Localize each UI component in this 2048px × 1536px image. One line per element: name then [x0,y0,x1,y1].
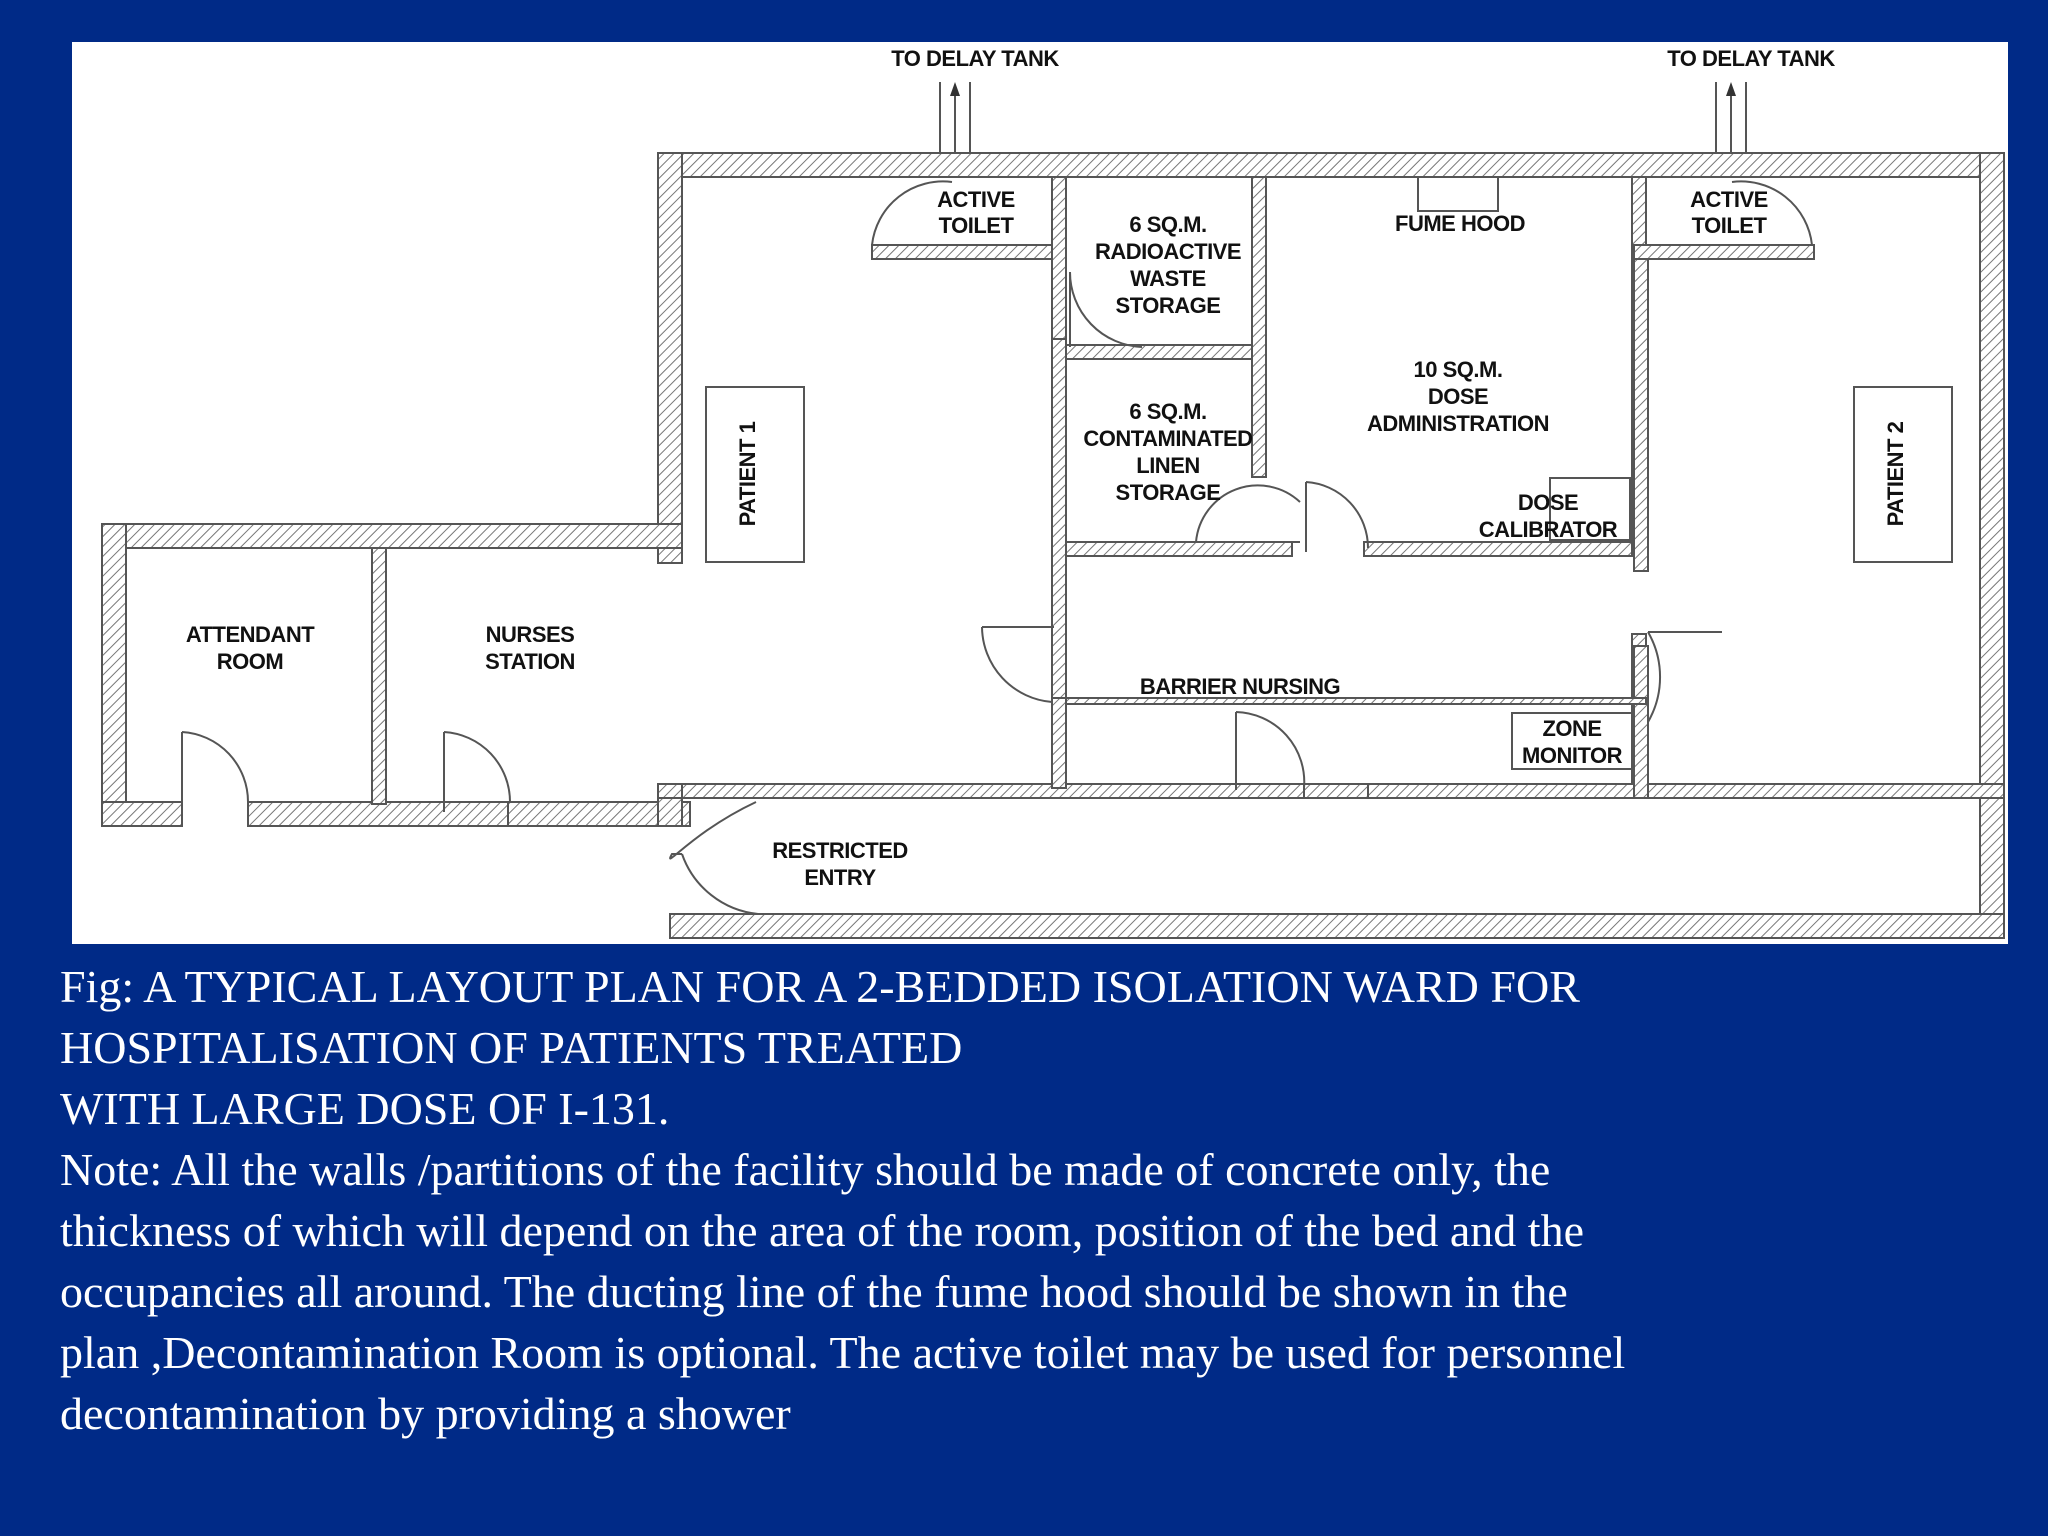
linen-storage-label-line2: CONTAMINATED [1083,426,1253,451]
floor-plan-diagram [72,42,2008,944]
delay-tank-label-right: TO DELAY TANK [1667,46,1835,71]
waste-storage-label-line2: RADIOACTIVE [1094,239,1242,264]
note-line: occupancies all around. The ducting line of the fume hood should be shown in the [60,1266,1568,1317]
restricted-entry-label-line1: RESTRICTED [772,838,908,863]
fume-hood-box [1418,177,1498,211]
caption-line: HOSPITALISATION OF PATIENTS TREATED [60,1022,963,1073]
caption-line: WITH LARGE DOSE OF I-131. [60,1083,670,1134]
active-toilet-left-label-line1: ACTIVE [937,187,1015,212]
note-line: decontamination by providing a shower [60,1388,791,1439]
waste-storage-label-line3: WASTE [1130,266,1206,291]
linen-storage-label-line3: LINEN [1136,453,1200,478]
dose-admin-label-line3: ADMINISTRATION [1366,411,1550,436]
active-toilet-right-label-line1: ACTIVE [1690,187,1768,212]
caption-line: Fig: A TYPICAL LAYOUT PLAN FOR A 2-BEDDED ISOLATION WARD FOR [60,961,1580,1012]
waste-storage-label-line4: STORAGE [1115,293,1221,318]
restricted-entry-label-line2: ENTRY [804,865,876,890]
note-line: thickness of which will depend on the area of the room, position of the bed and the [60,1205,1584,1256]
delay-tank-ducts [940,82,1746,153]
nurses-station-label-line2: STATION [485,649,575,674]
fume-hood-label: FUME HOOD [1395,211,1525,236]
barrier-nursing-label: BARRIER NURSING [1139,674,1341,699]
zone-monitor-label-line1: ZONE [1542,716,1602,741]
waste-storage-label-line1: 6 SQ.M. [1129,212,1207,237]
note-line: plan ,Decontamination Room is optional. The active toilet may be used for personnel [60,1327,1626,1378]
walls [102,153,2004,938]
active-toilet-right-label-line2: TOILET [1691,213,1767,238]
floor-plan-panel [72,42,2008,944]
figure-caption [60,956,2020,1444]
dose-calibrator-label-line2: CALIBRATOR [1478,517,1618,542]
linen-storage-label-line4: STORAGE [1115,480,1221,505]
linen-storage-label-line1: 6 SQ.M. [1129,399,1207,424]
dose-calibrator-label-line1: DOSE [1517,490,1579,515]
active-toilet-left-label-line2: TOILET [938,213,1014,238]
delay-tank-label-left: TO DELAY TANK [891,46,1059,71]
note-line: Note: All the walls /partitions of the facility should be made of concrete only, the [60,1144,1551,1195]
patient-1-label: PATIENT 1 [735,421,760,527]
zone-monitor-label-line2: MONITOR [1522,743,1622,768]
dose-admin-label-line1: 10 SQ.M. [1413,357,1503,382]
attendant-room-label-line1: ATTENDANT [185,622,315,647]
dose-admin-label-line2: DOSE [1427,384,1489,409]
nurses-station-label-line1: NURSES [485,622,575,647]
patient-2-label: PATIENT 2 [1883,421,1908,527]
attendant-room-label-line2: ROOM [216,649,284,674]
